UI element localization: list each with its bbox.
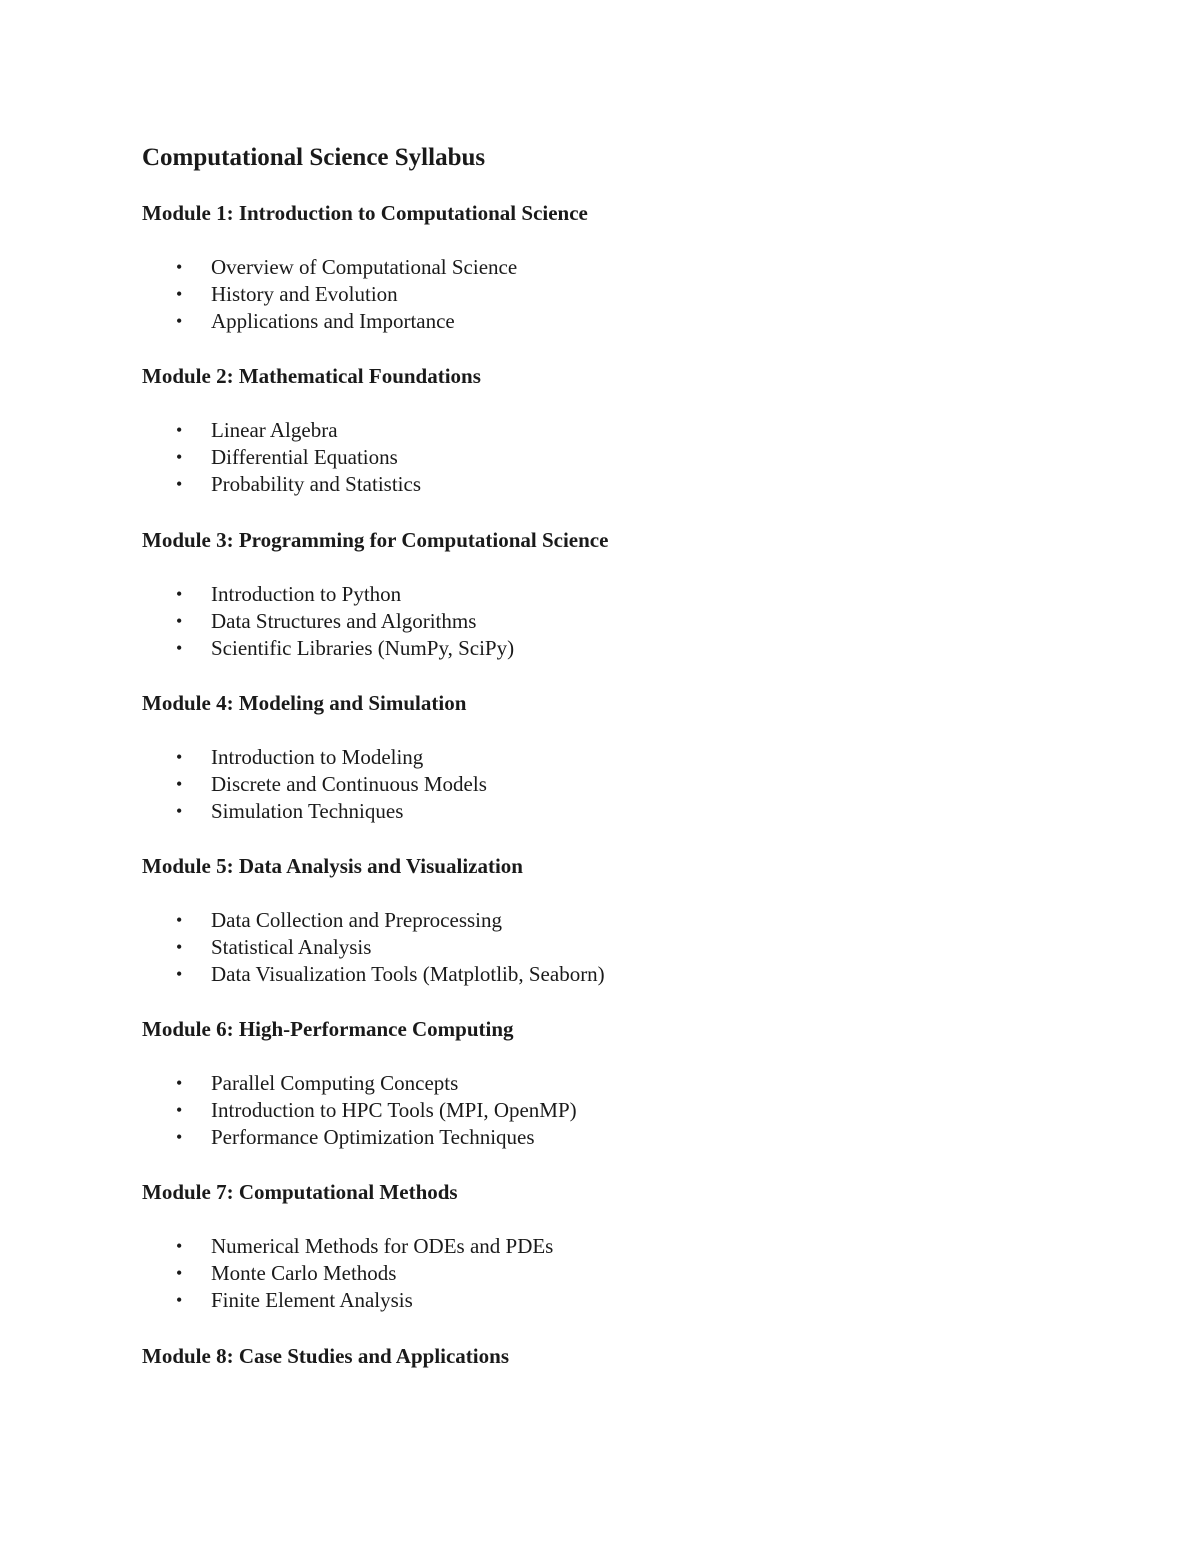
topic-text: Monte Carlo Methods — [211, 1261, 397, 1285]
bullet-icon: • — [176, 1127, 183, 1147]
module-3 — [142, 527, 1042, 662]
list-item — [142, 471, 1042, 498]
topic-text: Probability and Statistics — [211, 472, 421, 496]
bullet-icon: • — [176, 937, 183, 957]
list-item — [142, 444, 1042, 471]
topic-text: Introduction to Modeling — [211, 745, 424, 769]
module-heading: Module 3: Programming for Computational Science — [142, 528, 609, 552]
bullet-icon: • — [176, 910, 183, 930]
topic-list — [142, 1070, 1042, 1151]
topic-list — [142, 744, 1042, 825]
bullet-icon: • — [176, 584, 183, 604]
list-item — [142, 961, 1042, 988]
topic-list — [142, 1233, 1042, 1314]
topic-text: Finite Element Analysis — [211, 1288, 413, 1312]
module-heading: Module 4: Modeling and Simulation — [142, 691, 467, 715]
module-4 — [142, 690, 1042, 825]
topic-text: Data Collection and Preprocessing — [211, 908, 503, 932]
topic-text: Statistical Analysis — [211, 935, 372, 959]
list-item — [142, 281, 1042, 308]
topic-list — [142, 581, 1042, 662]
bullet-icon: • — [176, 801, 183, 821]
list-item — [142, 1260, 1042, 1287]
module-8 — [142, 1343, 1042, 1369]
list-item — [142, 417, 1042, 444]
topic-text: Performance Optimization Techniques — [211, 1125, 535, 1149]
bullet-icon: • — [176, 638, 183, 658]
list-item — [142, 798, 1042, 825]
list-item — [142, 934, 1042, 961]
module-heading: Module 6: High-Performance Computing — [142, 1017, 514, 1041]
list-item — [142, 907, 1042, 934]
bullet-icon: • — [176, 284, 183, 304]
bullet-icon: • — [176, 474, 183, 494]
module-7 — [142, 1179, 1042, 1314]
module-heading: Module 8: Case Studies and Applications — [142, 1344, 509, 1368]
bullet-icon: • — [176, 964, 183, 984]
topic-text: Introduction to Python — [211, 582, 402, 606]
list-item — [142, 608, 1042, 635]
bullet-icon: • — [176, 311, 183, 331]
bullet-icon: • — [176, 1236, 183, 1256]
topic-text: Parallel Computing Concepts — [211, 1071, 459, 1095]
list-item — [142, 254, 1042, 281]
module-heading: Module 5: Data Analysis and Visualization — [142, 854, 523, 878]
topic-text: Applications and Importance — [211, 309, 455, 333]
list-item — [142, 771, 1042, 798]
topic-text: History and Evolution — [211, 282, 398, 306]
list-item — [142, 635, 1042, 662]
list-item — [142, 581, 1042, 608]
topic-text: Scientific Libraries (NumPy, SciPy) — [211, 636, 515, 660]
module-5 — [142, 853, 1042, 988]
list-item — [142, 1124, 1042, 1151]
topic-list — [142, 254, 1042, 335]
bullet-icon: • — [176, 1100, 183, 1120]
list-item — [142, 308, 1042, 335]
list-item — [142, 1233, 1042, 1260]
module-heading: Module 1: Introduction to Computational Science — [142, 201, 588, 225]
bullet-icon: • — [176, 420, 183, 440]
topic-text: Simulation Techniques — [211, 799, 404, 823]
topic-text: Data Visualization Tools (Matplotlib, Seaborn) — [211, 962, 605, 986]
bullet-icon: • — [176, 1263, 183, 1283]
topic-text: Numerical Methods for ODEs and PDEs — [211, 1234, 554, 1258]
topic-list — [142, 417, 1042, 498]
bullet-icon: • — [176, 611, 183, 631]
topic-text: Introduction to HPC Tools (MPI, OpenMP) — [211, 1098, 577, 1122]
topic-text: Overview of Computational Science — [211, 255, 518, 279]
topic-text: Data Structures and Algorithms — [211, 609, 477, 633]
list-item — [142, 1287, 1042, 1314]
bullet-icon: • — [176, 774, 183, 794]
list-item — [142, 744, 1042, 771]
bullet-icon: • — [176, 257, 183, 277]
bullet-icon: • — [176, 1073, 183, 1093]
module-heading: Module 7: Computational Methods — [142, 1180, 458, 1204]
module-6 — [142, 1016, 1042, 1151]
page-title: Computational Science Syllabus — [142, 144, 486, 171]
bullet-icon: • — [176, 1290, 183, 1310]
module-2 — [142, 363, 1042, 498]
topic-text: Differential Equations — [211, 445, 398, 469]
bullet-icon: • — [176, 747, 183, 767]
list-item — [142, 1070, 1042, 1097]
topic-text: Linear Algebra — [211, 418, 338, 442]
topic-list — [142, 907, 1042, 988]
module-heading: Module 2: Mathematical Foundations — [142, 364, 481, 388]
list-item — [142, 1097, 1042, 1124]
module-1 — [142, 200, 1042, 335]
bullet-icon: • — [176, 447, 183, 467]
topic-text: Discrete and Continuous Models — [211, 772, 487, 796]
